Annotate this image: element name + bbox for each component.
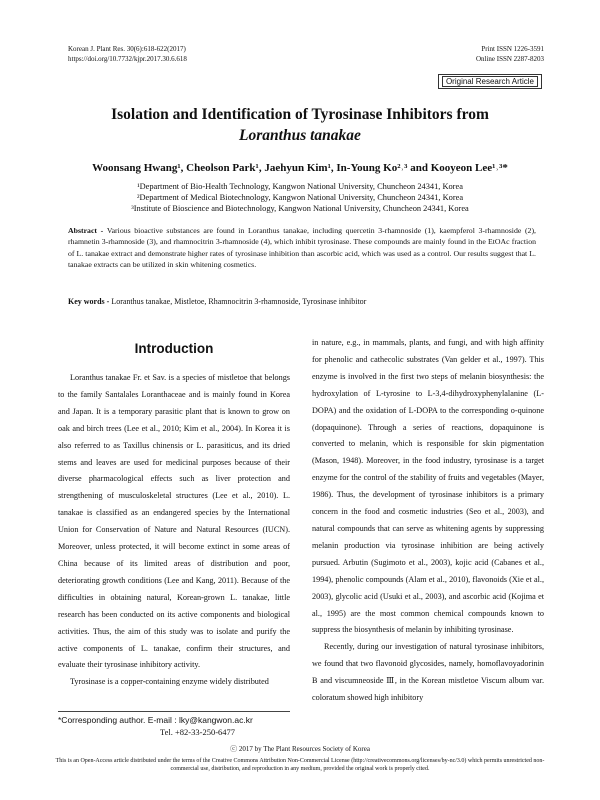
intro-paragraph-3: Recently, during our investigation of natural tyrosinase inhibitors, we found that two flavonoid glycosides, namely, homoflavoyadorinin B and viscumneoside Ⅲ, in the Korean mistletoe Viscum album var. coloratum showed high inhibitory	[312, 642, 544, 703]
intro-paragraph-2: Tyrosinase is a copper-containing enzyme widely distributed	[70, 677, 269, 687]
license-text: This is an Open-Access article distributed under the terms of the Creative Commons Attribution Non-Commercial License (http://creativecommons.org/licenses/by-nc/3.0) which permits unrestricted non-commercial use, distribution, and reproduction in any medium, provided the original work is properly cited.	[55, 758, 545, 772]
journal-header	[68, 44, 187, 64]
intro-paragraph-1: Loranthus tanakae Fr. et Sav. is a species of mistletoe that belongs to the family Santalales Loranthaceae and is mainly found in Korea and Japan. It is a temporary parasitic plant that is known to grow on oak and birch trees (Lee et al., 2010; Kim et al., 2004). In Korea it is also referred to as Taxillus chinensis or L. parasiticus, and its dried stems and leaves are used for medicinal purposes because of their diverse pharmacological effects such as liver protection and strengthening of musculoskeletal structures (Lee et al., 2010). L. tanakae is classified as an endangered species by the International Union for Conservation of Nature and Natural Resources (IUCN). Moreover, unless protected, it will become extinct in some areas of China because of its limited areas of distribution and poor, deteriorating growth conditions (Lee and Kang, 2011). Because of the difficulties in obtaining natural, Korean-grown L. tanakae, little research has been conducted on its active components and biological activities. Thus, the aim of this study was to isolate and purify the active components of L. tanakae, confirm their structures, and evaluate their tyrosinase inhibitory activity.	[58, 373, 290, 670]
print-issn: Print ISSN 1226-3591	[481, 45, 544, 53]
title-line-2: Loranthus tanakae	[239, 127, 361, 144]
footnote-divider	[58, 711, 290, 712]
doi-link[interactable]: https://doi.org/10.7732/kjpr.2017.30.6.618	[68, 55, 187, 63]
section-heading-introduction: Introduction	[134, 341, 214, 356]
title-line-1: Isolation and Identification of Tyrosinase Inhibitors from	[111, 106, 489, 123]
issn-header	[476, 44, 544, 64]
article-type-badge	[438, 74, 542, 89]
intro-paragraph-continued: in nature, e.g., in mammals, plants, and fungi, and with high affinity for phenolic and cathecolic substrates (Van gelder et al., 1997). This enzyme is involved in the first two steps of melanin biosynthesis: the hydroxylation of L-tyrosine to L-3,4-dihydroxyphenylalanine (L-DOPA) and the oxidation of L-DOPA to the corresponding o-quinone (dopaquinone). Through a series of reactions, dopaquinone is converted to melanin, which is responsible for skin pigmentation (Mason, 1948). Moreover, in the food industry, tyrosinase is a target enzyme for the control of the stability of fruits and vegetables (Mayer, 1986). Thus, the development of tyrosinase inhibitors is a primary concern in the food and cosmetic industries (Seo et al., 2003), and natural compounds that can serve as whitening agents by suppressing melanin production via tyrosinase inhibition are being actively pursued. Arbutin (Sugimoto et al., 2003), kojic acid (Cabanes et al., 1994), phenolic compounds (Alam et al., 2010), flavonoids (Xie et al., 2003), glycolic acid (Usuki et al., 2003), and ascorbic acid (Kojima et al., 1995) are the most common chemical compounds known to suppress the biosynthesis of melanin by inhibiting tyrosinase.	[312, 338, 544, 635]
author-list: Woonsang Hwang¹, Cheolson Park¹, Jaehyun Kim¹, In-Young Ko²˒³ and Kooyeon Lee¹˒³*	[92, 162, 508, 174]
journal-citation: Korean J. Plant Res. 30(6):618-622(2017)	[68, 45, 186, 53]
right-column	[312, 335, 544, 707]
affiliation-2: ²Department of Medical Biotechnology, Kangwon National University, Chuncheon 24341, Korea	[136, 193, 464, 202]
corresponding-author: *Corresponding author. E-mail : lky@kangwon.ac.kr	[58, 715, 253, 725]
abstract	[68, 225, 536, 271]
affiliation-3: ³Institute of Bioscience and Biotechnology, Kangwon National University, Chuncheon 24341, Korea	[131, 204, 469, 213]
paper-title	[0, 104, 600, 146]
telephone: Tel. +82-33-250-6477	[160, 727, 236, 737]
keywords-label: Key words -	[68, 297, 112, 306]
keywords	[68, 297, 536, 306]
article-type-label: Original Research Article	[442, 76, 538, 87]
abstract-label: Abstract -	[68, 226, 107, 235]
abstract-text: Various bioactive substances are found in Loranthus tanakae, including quercetin 3-rhamnoside (1), kaempferol 3-rhamnoside (2), rhamnetin 3-rhamnoside (3), and rhamnocitrin 3-rhamnoside (4), which inhibit tyrosinase. These compounds are mainly found in the EtOAc fraction of L. tanakae extract and demonstrate higher rates of tyrosinase inhibition than ascorbic acid, which was used as a control. Our results suggest that L. tanakae extracts can be utilized in skin whitening cosmetics.	[68, 226, 536, 270]
affiliation-1: ¹Department of Bio-Health Technology, Kangwon National University, Chuncheon 24341, Korea	[137, 182, 463, 191]
affiliations	[90, 181, 510, 214]
online-issn: Online ISSN 2287-8203	[475, 55, 544, 63]
keywords-text: Loranthus tanakae, Mistletoe, Rhamnocitrin 3-rhamnoside, Tyrosinase inhibitor	[111, 297, 367, 306]
corresponding-footnote	[58, 714, 290, 738]
copyright-notice: ⓒ 2017 by The Plant Resources Society of Korea	[230, 745, 370, 753]
left-column	[58, 330, 290, 691]
